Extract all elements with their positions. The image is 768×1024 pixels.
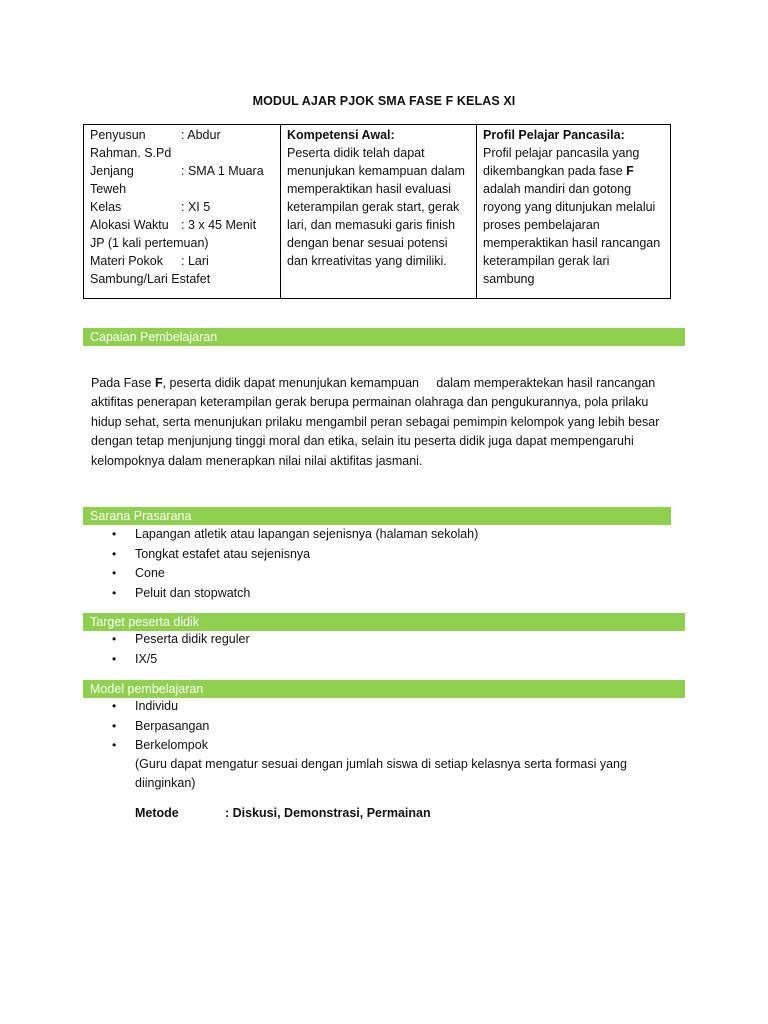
profil-line: sambung xyxy=(483,272,535,286)
capaian-line: dengan tetap menjunjung tinggi moral dan etika, selain itu peserta didik juga dapat mempengaruhi xyxy=(91,434,634,449)
bullet-icon: • xyxy=(112,566,117,581)
field-label: Kelas xyxy=(90,200,122,214)
bullet-icon: • xyxy=(112,527,117,541)
list-item-text: Berkelompok xyxy=(135,738,208,753)
kompetensi-line: keterampilan gerak start, gerak xyxy=(287,200,460,214)
capaian-text: , peserta didik dapat menunjukan kemampuan dalam memperaktekan hasil rancangan xyxy=(162,376,656,390)
kompetensi-heading: Kompetensi Awal: xyxy=(287,128,395,142)
field-value: : 3 x 45 Menit xyxy=(181,218,257,232)
capaian-line: hidup sehat, serta menunjukan prilaku mengambil peran sebagai pemimpin kelompok yang lebih besar xyxy=(91,414,660,429)
field-value-cont: Rahman. S.Pd xyxy=(90,146,172,160)
info-table xyxy=(83,124,671,299)
model-note xyxy=(135,755,655,794)
capaian-paragraph xyxy=(91,374,681,471)
note-line: (Guru dapat mengatur sesuai dengan jumlah siswa di setiap kelasnya serta formasi yang xyxy=(135,757,627,771)
target-list xyxy=(0,630,250,669)
profil-text: dikembangkan pada fase xyxy=(483,164,627,178)
list-item-text: Berpasangan xyxy=(135,718,210,733)
section-header-target: Target peserta didik xyxy=(83,613,685,631)
field-value: : Abdur xyxy=(181,128,221,142)
metode-label: Metode xyxy=(135,806,179,820)
list-item xyxy=(0,545,478,565)
kompetensi-line: Peserta didik telah dapat xyxy=(287,146,425,160)
capaian-line: kelompoknya dalam menerapkan nilai nilai aktifitas jasmani. xyxy=(91,453,423,468)
list-item xyxy=(0,736,209,756)
field-value-cont: Teweh xyxy=(90,182,127,196)
profil-line: proses pembelajaran xyxy=(483,218,600,232)
field-label: Alokasi Waktu xyxy=(90,218,169,232)
profil-line: Profil pelajar pancasila yang xyxy=(483,146,640,160)
bullet-icon: • xyxy=(112,546,117,561)
list-item xyxy=(0,717,209,737)
capaian-line xyxy=(91,374,681,393)
field-value: : XI 5 xyxy=(181,200,211,214)
list-item-text: Peluit dan stopwatch xyxy=(135,585,251,600)
field-value: : Lari xyxy=(181,254,209,268)
kompetensi-line: dan krreativitas yang dimiliki. xyxy=(287,254,447,268)
list-item xyxy=(0,564,478,584)
field-label: Jenjang xyxy=(90,164,134,178)
model-list xyxy=(0,697,209,756)
capaian-text: Pada Fase xyxy=(91,376,155,390)
kompetensi-line: dengan benar sesuai potensi xyxy=(287,236,448,250)
list-item-text: Individu xyxy=(135,699,179,713)
kompetensi-line: lari, dan memasuki garis finish xyxy=(287,218,456,232)
list-item-text: Tongkat estafet atau sejenisnya xyxy=(135,546,311,561)
profil-line: adalah mandiri dan gotong xyxy=(483,182,632,196)
list-item xyxy=(0,584,478,604)
bullet-icon: • xyxy=(112,651,117,666)
field-label: Materi Pokok xyxy=(90,254,163,268)
capaian-fase: F xyxy=(154,376,163,390)
section-header-sarana: Sarana Prasarana xyxy=(83,507,671,525)
profil-line: royong yang ditunjukan melalui xyxy=(483,200,656,214)
list-item xyxy=(0,525,478,545)
identity-cell xyxy=(84,125,281,299)
capaian-line: aktifitas penerapan keterampilan gerak berupa permainan olahraga dan pengukurannya, pola prilaku xyxy=(91,395,649,410)
profil-fase: F xyxy=(626,164,634,178)
bullet-icon: • xyxy=(112,699,117,713)
kompetensi-cell xyxy=(281,125,477,299)
field-value-cont: Sambung/Lari Estafet xyxy=(90,272,211,286)
profil-line: memperaktikan hasil rancangan xyxy=(483,236,661,250)
list-item xyxy=(0,630,250,650)
section-header-model: Model pembelajaran xyxy=(83,680,685,698)
profil-line xyxy=(483,162,664,180)
list-item-text: Peserta didik reguler xyxy=(135,632,250,646)
field-value-cont: JP (1 kali pertemuan) xyxy=(90,236,209,250)
profil-cell xyxy=(477,125,671,299)
list-item-text: Lapangan atletik atau lapangan sejenisnya (halaman sekolah) xyxy=(135,527,479,541)
list-item-text: Cone xyxy=(135,566,165,581)
profil-line: keterampilan gerak lari xyxy=(483,254,610,268)
metode-row xyxy=(135,804,431,822)
kompetensi-line: memperaktikan hasil evaluasi xyxy=(287,182,451,196)
field-label: Penyusun xyxy=(90,128,146,142)
note-line: diinginkan) xyxy=(135,776,196,791)
metode-value: : Diskusi, Demonstrasi, Permainan xyxy=(225,806,431,820)
list-item-text: IX/5 xyxy=(135,651,158,666)
page-title: MODUL AJAR PJOK SMA FASE F KELAS XI xyxy=(252,94,516,108)
list-item xyxy=(0,697,209,717)
bullet-icon: • xyxy=(112,585,117,600)
section-header-capaian: Capaian Pembelajaran xyxy=(83,328,685,346)
profil-heading: Profil Pelajar Pancasila: xyxy=(483,128,625,142)
list-item xyxy=(0,650,250,670)
field-value: : SMA 1 Muara xyxy=(181,164,264,178)
bullet-icon: • xyxy=(112,718,117,733)
sarana-list xyxy=(0,525,478,603)
kompetensi-line: menunjukan kemampuan dalam xyxy=(287,164,465,178)
bullet-icon: • xyxy=(112,738,117,753)
bullet-icon: • xyxy=(112,632,117,646)
